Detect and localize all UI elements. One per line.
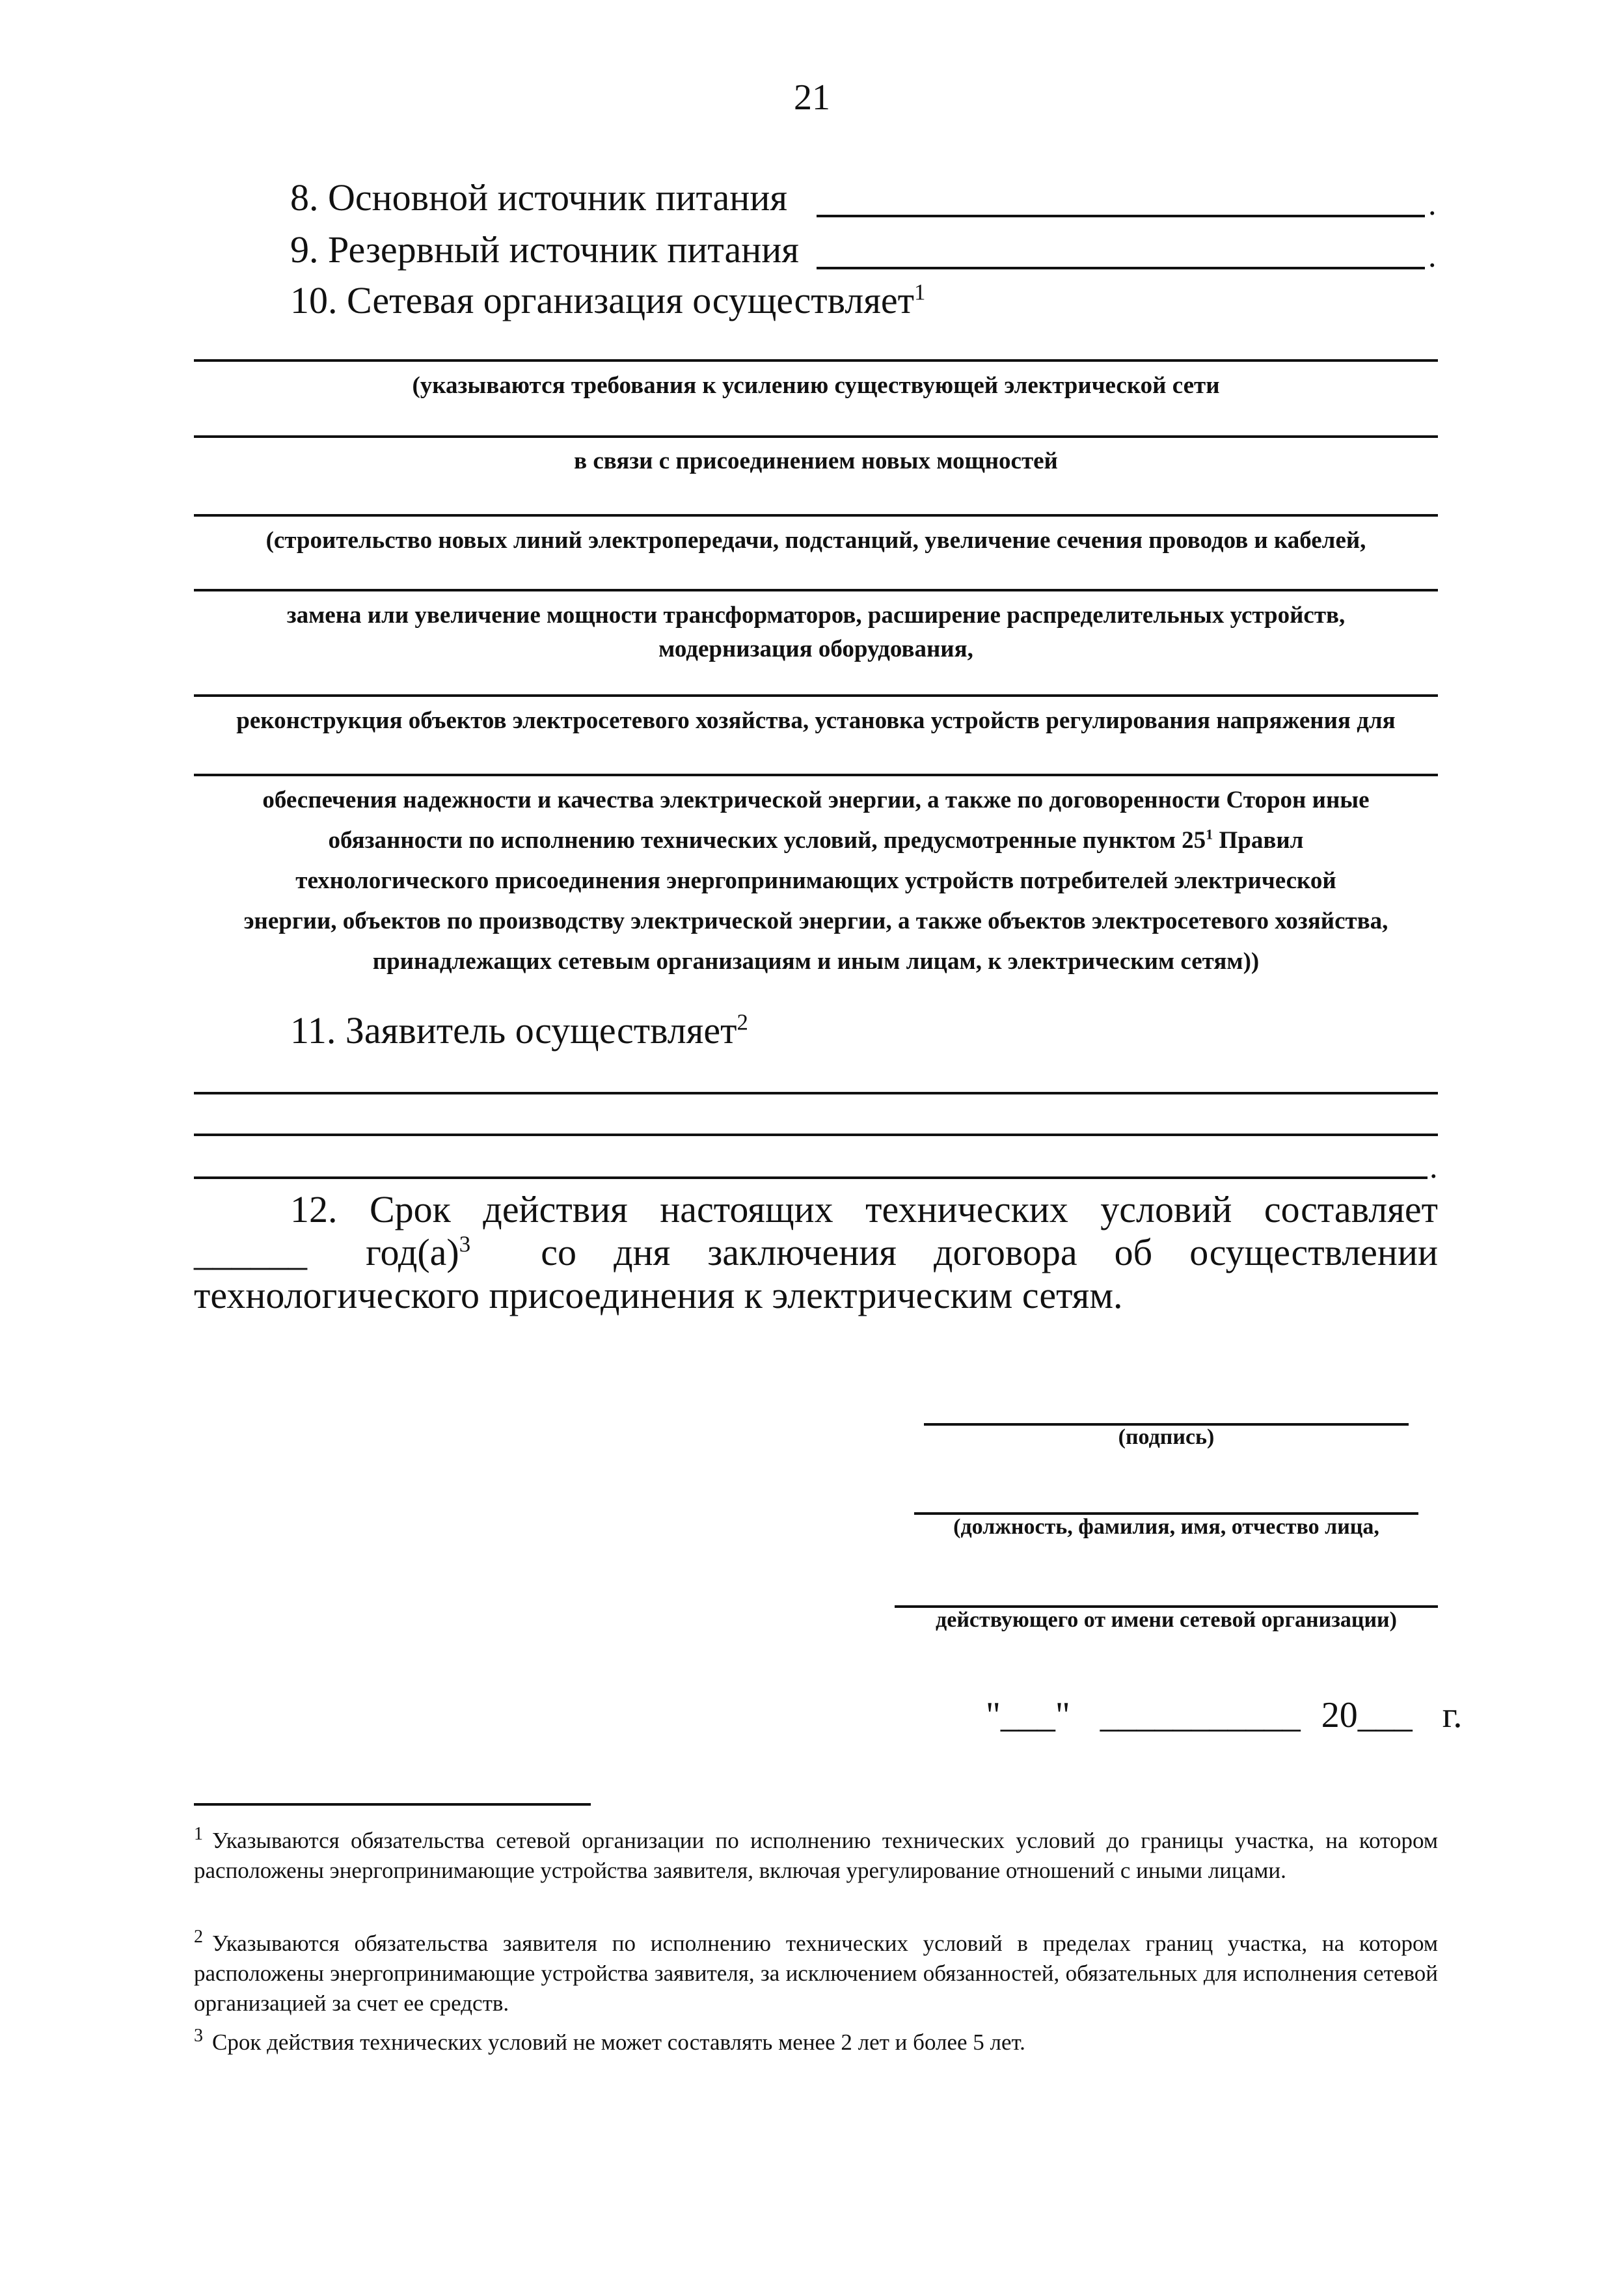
item-8-label: 8. Основной источник питания — [290, 176, 788, 219]
rule-line — [194, 359, 1438, 362]
year-prefix: 20 — [1321, 1695, 1358, 1735]
year-blank: ___ — [1357, 1695, 1413, 1735]
item-10-note-11: принадлежащих сетевым организациям и иным лицам, к электрическим сетям)) — [372, 948, 1260, 975]
item-11-text: 11. Заявитель осуществляет — [290, 1009, 737, 1052]
item-11-label — [290, 1009, 748, 1052]
rule-line — [194, 694, 1438, 697]
item-8-period: . — [1428, 185, 1437, 222]
rule-line — [194, 514, 1438, 517]
rule-line — [194, 1134, 1438, 1136]
footnote-1 — [194, 1826, 1438, 1886]
item-10-note-8 — [194, 821, 1438, 861]
item-10-note-9: технологического присоединения энергопринимающих устройств потребителей электрической — [295, 867, 1336, 894]
item-10-note-4: замена или увеличение мощности трансформаторов, расширение распределительных устройств, — [286, 602, 1346, 629]
item-12-line-1: 12. Срок действия настоящих технических условий составляет — [290, 1188, 1438, 1230]
item-10-note-3: (строительство новых линий электропередачи, подстанций, увеличение сечения проводов и кабелей, — [265, 527, 1366, 554]
year-word: год(а) — [366, 1231, 459, 1273]
date-quote-close: " — [1055, 1695, 1070, 1735]
footnote-2-text: Указываются обязательства заявителя по исполнению технических условий в пределах границ участка, на котором расположены энергопринимающие устройства заявителя, за исключением обязанностей, обязательных для исполнения сетевой организацией за счет ее средств. — [194, 1931, 1438, 2016]
footnote-1-text: Указываются обязательства сетевой организации по исполнению технических условий до границы участка, на котором расположены энергопринимающие устройства заявителя, включая урегулирование отношений с иными лицами. — [194, 1828, 1438, 1883]
footnote-3 — [194, 2028, 1438, 2058]
item-10-note-7: обеспечения надежности и качества электрической энергии, а также по договоренности Сторон иные — [262, 787, 1370, 813]
item-10-note-8-text: обязанности по исполнению технических условий, предусмотренные пунктом 25 — [328, 827, 1206, 854]
item-10-text: 10. Сетевая организация осуществляет — [290, 279, 914, 321]
footnote-3-mark: 3 — [194, 2026, 203, 2046]
item-12-footnote-ref: 3 — [459, 1231, 471, 1257]
item-8-fill-line — [817, 215, 1425, 217]
item-10-label — [290, 278, 925, 322]
term-blank: ______ — [194, 1231, 307, 1273]
signature-caption: (подпись) — [1118, 1425, 1215, 1449]
day-blank: ___ — [1000, 1695, 1055, 1735]
footnote-1-mark: 1 — [194, 1824, 203, 1845]
item-10-note-6: реконструкция объектов электросетевого хозяйства, установка устройств регулирования напряжения для — [236, 707, 1396, 734]
rule-line — [194, 774, 1438, 776]
item-11-footnote-ref: 2 — [737, 1009, 748, 1035]
footnote-2-mark: 2 — [194, 1927, 203, 1948]
item-10-note-5: модернизация оборудования, — [658, 636, 973, 662]
year-suffix: г. — [1442, 1695, 1463, 1735]
organization-caption: действующего от имени сетевой организации) — [936, 1608, 1397, 1632]
rule-line — [194, 1176, 1428, 1179]
item-9-fill-line — [817, 267, 1425, 269]
item-10-footnote-ref: 1 — [914, 279, 926, 305]
item-10-note-2: в связи с присоединением новых мощностей — [574, 448, 1058, 474]
month-blank: ___________ — [1100, 1695, 1301, 1735]
page-number: 21 — [794, 77, 830, 118]
item-10-note-10: энергии, объектов по производству электрической энергии, а также объектов электросетевого хозяйства, — [243, 908, 1388, 934]
point-25-superscript: 1 — [1206, 826, 1213, 843]
footnote-2 — [194, 1929, 1438, 2018]
item-12-line-3: технологического присоединения к электрическим сетям. — [194, 1274, 1123, 1316]
date-quote-open: " — [986, 1695, 1001, 1735]
item-12-paragraph — [194, 1188, 1438, 1317]
item-10-note-8-tail: Правил — [1213, 827, 1304, 854]
item-9-period: . — [1428, 238, 1437, 274]
position-name-caption: (должность, фамилия, имя, отчество лица, — [953, 1515, 1379, 1539]
item-12-line-2 — [194, 1231, 1438, 1274]
rule-line — [194, 1092, 1438, 1094]
item-10-note-1: (указываются требования к усилению существующей электрической сети — [412, 372, 1220, 399]
rule-line — [194, 589, 1438, 591]
item-11-period: . — [1429, 1148, 1438, 1185]
date-line — [986, 1694, 1462, 1736]
item-12-line-2-rest: со дня заключения договора об осуществлении — [541, 1231, 1439, 1273]
item-9-label: 9. Резервный источник питания — [290, 228, 799, 271]
footnote-separator — [194, 1803, 591, 1806]
rule-line — [194, 435, 1438, 438]
footnote-3-text: Срок действия технических условий не может составлять менее 2 лет и более 5 лет. — [212, 2030, 1025, 2055]
